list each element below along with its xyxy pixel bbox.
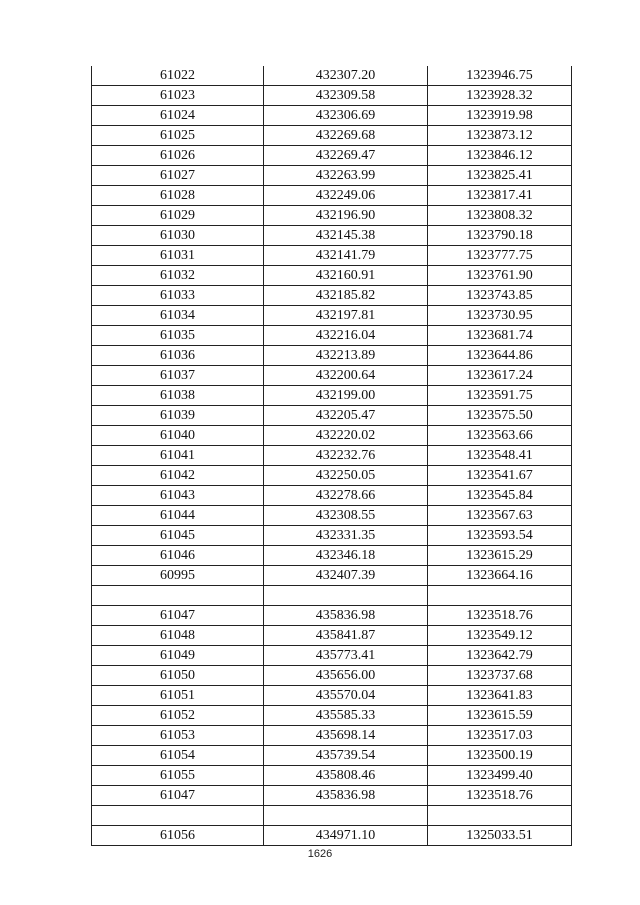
x-coordinate-cell: 432185.82 (264, 286, 428, 306)
table-row (92, 246, 572, 266)
point-id-cell: 61027 (92, 166, 264, 186)
y-coordinate-cell: 1323641.83 (428, 686, 572, 706)
y-coordinate-cell: 1323946.75 (428, 66, 572, 86)
point-id-cell: 61036 (92, 346, 264, 366)
y-coordinate-cell: 1323846.12 (428, 146, 572, 166)
point-id-cell: 61054 (92, 746, 264, 766)
y-coordinate-cell: 1323919.98 (428, 106, 572, 126)
x-coordinate-cell: 432331.35 (264, 526, 428, 546)
point-id-cell: 61035 (92, 326, 264, 346)
x-coordinate-cell: 432263.99 (264, 166, 428, 186)
y-coordinate-cell (428, 586, 572, 606)
x-coordinate-cell: 432213.89 (264, 346, 428, 366)
page-number: 1626 (307, 848, 333, 860)
x-coordinate-cell: 435656.00 (264, 666, 428, 686)
y-coordinate-cell: 1325033.51 (428, 826, 572, 846)
table-row (92, 786, 572, 806)
x-coordinate-cell: 432220.02 (264, 426, 428, 446)
x-coordinate-cell: 432306.69 (264, 106, 428, 126)
x-coordinate-cell: 435585.33 (264, 706, 428, 726)
table-row (92, 186, 572, 206)
y-coordinate-cell: 1323500.19 (428, 746, 572, 766)
x-coordinate-cell: 432141.79 (264, 246, 428, 266)
x-coordinate-cell: 432216.04 (264, 326, 428, 346)
point-id-cell: 61055 (92, 766, 264, 786)
point-id-cell: 61029 (92, 206, 264, 226)
x-coordinate-cell: 432249.06 (264, 186, 428, 206)
point-id-cell: 61030 (92, 226, 264, 246)
y-coordinate-cell: 1323790.18 (428, 226, 572, 246)
point-id-cell: 61023 (92, 86, 264, 106)
y-coordinate-cell: 1323518.76 (428, 786, 572, 806)
y-coordinate-cell: 1323563.66 (428, 426, 572, 446)
table-row (92, 226, 572, 246)
point-id-cell: 61053 (92, 726, 264, 746)
point-id-cell: 61050 (92, 666, 264, 686)
x-coordinate-cell (264, 806, 428, 826)
y-coordinate-cell: 1323928.32 (428, 86, 572, 106)
y-coordinate-cell: 1323499.40 (428, 766, 572, 786)
table-row (92, 106, 572, 126)
point-id-cell: 61045 (92, 526, 264, 546)
x-coordinate-cell: 432269.68 (264, 126, 428, 146)
x-coordinate-cell: 435836.98 (264, 786, 428, 806)
point-id-cell: 61037 (92, 366, 264, 386)
y-coordinate-cell: 1323761.90 (428, 266, 572, 286)
x-coordinate-cell: 435841.87 (264, 626, 428, 646)
table-row (92, 426, 572, 446)
table-row (92, 466, 572, 486)
x-coordinate-cell: 432269.47 (264, 146, 428, 166)
table-row (92, 326, 572, 346)
y-coordinate-cell: 1323730.95 (428, 306, 572, 326)
table-row (92, 146, 572, 166)
y-coordinate-cell: 1323545.84 (428, 486, 572, 506)
x-coordinate-cell: 435836.98 (264, 606, 428, 626)
y-coordinate-cell: 1323664.16 (428, 566, 572, 586)
point-id-cell: 61048 (92, 626, 264, 646)
table-row (92, 746, 572, 766)
y-coordinate-cell: 1323808.32 (428, 206, 572, 226)
table-row (92, 166, 572, 186)
y-coordinate-cell: 1323548.41 (428, 446, 572, 466)
y-coordinate-cell: 1323591.75 (428, 386, 572, 406)
table-row (92, 86, 572, 106)
table-row (92, 206, 572, 226)
y-coordinate-cell: 1323817.41 (428, 186, 572, 206)
table-row (92, 386, 572, 406)
table-row (92, 766, 572, 786)
coordinate-table (91, 66, 572, 846)
point-id-cell: 61046 (92, 546, 264, 566)
y-coordinate-cell: 1323681.74 (428, 326, 572, 346)
table-row (92, 446, 572, 466)
point-id-cell: 61028 (92, 186, 264, 206)
y-coordinate-cell: 1323617.24 (428, 366, 572, 386)
point-id-cell: 61049 (92, 646, 264, 666)
point-id-cell: 61024 (92, 106, 264, 126)
table-row (92, 726, 572, 746)
x-coordinate-cell (264, 586, 428, 606)
point-id-cell: 61043 (92, 486, 264, 506)
table-row (92, 486, 572, 506)
point-id-cell: 61052 (92, 706, 264, 726)
point-id-cell: 61047 (92, 786, 264, 806)
y-coordinate-cell: 1323777.75 (428, 246, 572, 266)
table-row (92, 526, 572, 546)
point-id-cell: 61041 (92, 446, 264, 466)
point-id-cell: 61034 (92, 306, 264, 326)
point-id-cell: 61038 (92, 386, 264, 406)
x-coordinate-cell: 432278.66 (264, 486, 428, 506)
table-row (92, 406, 572, 426)
coordinate-sheet (91, 66, 571, 846)
table-row (92, 126, 572, 146)
y-coordinate-cell: 1323518.76 (428, 606, 572, 626)
point-id-cell: 61056 (92, 826, 264, 846)
table-row (92, 626, 572, 646)
x-coordinate-cell: 432205.47 (264, 406, 428, 426)
point-id-cell: 61026 (92, 146, 264, 166)
y-coordinate-cell: 1323825.41 (428, 166, 572, 186)
point-id-cell: 61051 (92, 686, 264, 706)
point-id-cell: 61033 (92, 286, 264, 306)
table-row (92, 646, 572, 666)
table-row (92, 506, 572, 526)
table-row (92, 666, 572, 686)
point-id-cell: 61040 (92, 426, 264, 446)
table-row-spacer (92, 806, 572, 826)
point-id-cell: 61047 (92, 606, 264, 626)
x-coordinate-cell: 434971.10 (264, 826, 428, 846)
x-coordinate-cell: 435808.46 (264, 766, 428, 786)
x-coordinate-cell: 432145.38 (264, 226, 428, 246)
y-coordinate-cell: 1323593.54 (428, 526, 572, 546)
table-row (92, 306, 572, 326)
point-id-cell: 60995 (92, 566, 264, 586)
x-coordinate-cell: 432232.76 (264, 446, 428, 466)
x-coordinate-cell: 435698.14 (264, 726, 428, 746)
x-coordinate-cell: 435570.04 (264, 686, 428, 706)
point-id-cell: 61031 (92, 246, 264, 266)
table-row (92, 546, 572, 566)
x-coordinate-cell: 432309.58 (264, 86, 428, 106)
y-coordinate-cell: 1323615.29 (428, 546, 572, 566)
x-coordinate-cell: 432308.55 (264, 506, 428, 526)
y-coordinate-cell: 1323575.50 (428, 406, 572, 426)
table-row (92, 826, 572, 846)
point-id-cell: 61032 (92, 266, 264, 286)
x-coordinate-cell: 432346.18 (264, 546, 428, 566)
point-id-cell: 61022 (92, 66, 264, 86)
table-row (92, 566, 572, 586)
point-id-cell: 61044 (92, 506, 264, 526)
x-coordinate-cell: 432307.20 (264, 66, 428, 86)
y-coordinate-cell: 1323615.59 (428, 706, 572, 726)
y-coordinate-cell: 1323644.86 (428, 346, 572, 366)
x-coordinate-cell: 432200.64 (264, 366, 428, 386)
y-coordinate-cell: 1323873.12 (428, 126, 572, 146)
y-coordinate-cell (428, 806, 572, 826)
y-coordinate-cell: 1323743.85 (428, 286, 572, 306)
x-coordinate-cell: 432407.39 (264, 566, 428, 586)
x-coordinate-cell: 432196.90 (264, 206, 428, 226)
point-id-cell (92, 806, 264, 826)
coordinate-table-body (92, 66, 572, 846)
x-coordinate-cell: 432197.81 (264, 306, 428, 326)
x-coordinate-cell: 432160.91 (264, 266, 428, 286)
y-coordinate-cell: 1323517.03 (428, 726, 572, 746)
x-coordinate-cell: 435773.41 (264, 646, 428, 666)
table-row-spacer (92, 586, 572, 606)
x-coordinate-cell: 432199.00 (264, 386, 428, 406)
table-row (92, 686, 572, 706)
table-row (92, 706, 572, 726)
point-id-cell: 61042 (92, 466, 264, 486)
point-id-cell: 61039 (92, 406, 264, 426)
y-coordinate-cell: 1323567.63 (428, 506, 572, 526)
table-row (92, 606, 572, 626)
point-id-cell (92, 586, 264, 606)
table-row (92, 346, 572, 366)
x-coordinate-cell: 432250.05 (264, 466, 428, 486)
y-coordinate-cell: 1323737.68 (428, 666, 572, 686)
y-coordinate-cell: 1323549.12 (428, 626, 572, 646)
y-coordinate-cell: 1323642.79 (428, 646, 572, 666)
point-id-cell: 61025 (92, 126, 264, 146)
table-row (92, 66, 572, 86)
y-coordinate-cell: 1323541.67 (428, 466, 572, 486)
table-row (92, 366, 572, 386)
x-coordinate-cell: 435739.54 (264, 746, 428, 766)
table-row (92, 286, 572, 306)
table-row (92, 266, 572, 286)
